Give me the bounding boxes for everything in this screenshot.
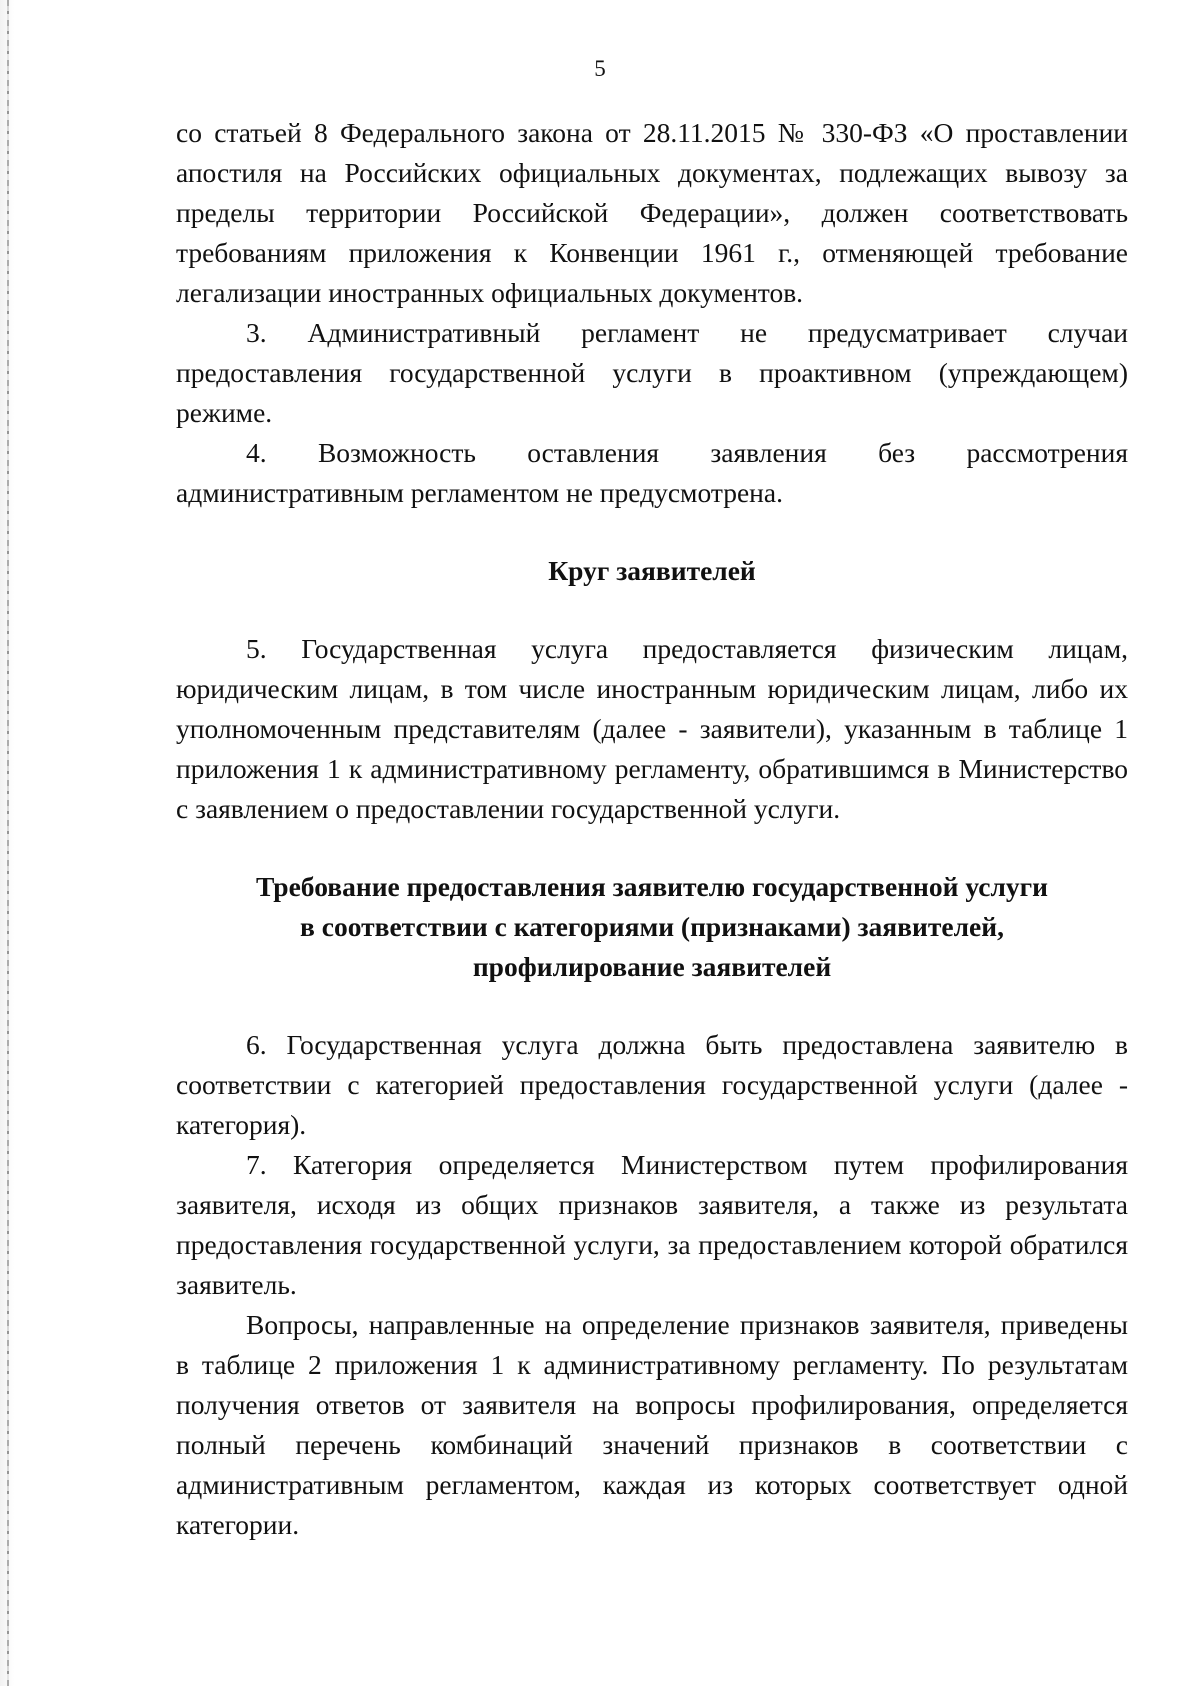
heading-requirement-line-1: Требование предоставления заявителю государственной услуги <box>256 871 1048 902</box>
page-number: 5 <box>594 56 606 81</box>
paragraph-5: 5. Государственная услуга предоставляется физическим лицам, юридическим лицам, в том числе иностранным юридическим лицам, либо их уполномоченным представителям (далее - заявители), указанным в таблице 1 приложения 1 к административному регламенту, обратившимся в Министерство с заявлением о предоставлении государственной услуги. <box>176 633 1128 824</box>
scan-binding-edge <box>0 0 14 1686</box>
document-body <box>176 113 1128 1545</box>
paragraph-7: 7. Категория определяется Министерством путем профилирования заявителя, исходя из общих признаков заявителя, а также из результата предоставления государственной услуги, за предоставлением которой обратился заявитель. <box>176 1149 1128 1300</box>
heading-requirement-profiling <box>176 867 1128 987</box>
paragraph-6: 6. Государственная услуга должна быть предоставлена заявителю в соответствии с категорией предоставления государственной услуги (далее - категория). <box>176 1029 1128 1140</box>
heading-requirement-line-3: профилирование заявителей <box>472 951 832 982</box>
paragraph-3: 3. Административный регламент не предусматривает случаи предоставления государственной услуги в проактивном (упреждающем) режиме. <box>176 317 1128 428</box>
paragraph-intro: со статьей 8 Федерального закона от 28.11.2015 № 330-ФЗ «О проставлении апостиля на Российских официальных документах, подлежащих вывозу за пределы территории Российской Федерации», должен соответствовать требованиям приложения к Конвенции 1961 г., отменяющей требование легализации иностранных официальных документов. <box>176 117 1128 308</box>
heading-requirement-line-2: в соответствии с категориями (признаками) заявителей, <box>300 911 1004 942</box>
paragraph-7-continued: Вопросы, направленные на определение признаков заявителя, приведены в таблице 2 приложения 1 к административному регламенту. По результатам получения ответов от заявителя на вопросы профилирования, определяется полный перечень комбинаций значений признаков в соответствии с административным регламентом, каждая из которых соответствует одной категории. <box>176 1309 1128 1540</box>
paragraph-4: 4. Возможность оставления заявления без рассмотрения административным регламентом не предусмотрена. <box>176 437 1128 508</box>
heading-circle-of-applicants: Круг заявителей <box>548 555 756 586</box>
